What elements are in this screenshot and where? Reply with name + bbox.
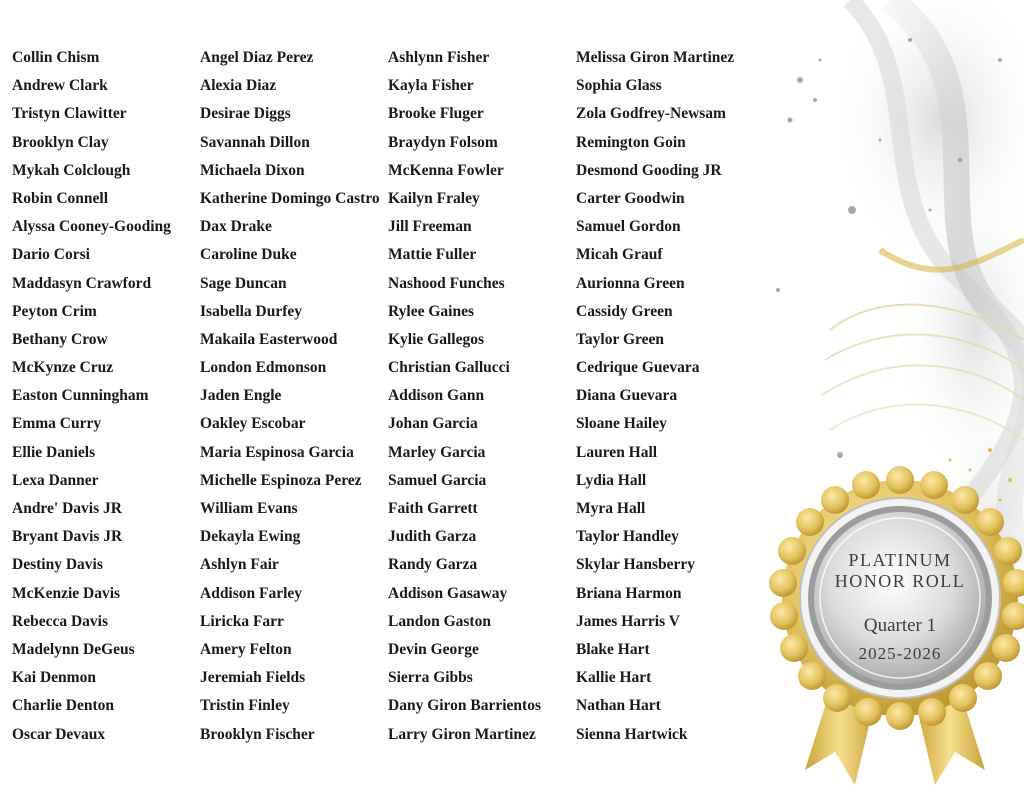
seal-title-line-2: HONOR ROLL <box>834 571 966 591</box>
student-name: Addison Gann <box>388 387 485 405</box>
student-name: Braydyn Folsom <box>388 133 498 151</box>
student-name: Collin Chism <box>12 49 100 66</box>
student-name: Robin Connell <box>12 189 109 207</box>
student-name: Ellie Daniels <box>12 443 96 461</box>
student-name: Alexia Diaz <box>200 77 277 95</box>
student-name: Easton Cunningham <box>12 387 149 405</box>
student-name: Blake Hart <box>576 640 650 658</box>
student-name: Destiny Davis <box>12 556 103 574</box>
student-name: Marley Garcia <box>388 443 486 461</box>
student-name: Faith Garrett <box>388 500 478 517</box>
student-name: McKenna Fowler <box>388 161 504 179</box>
student-name: Landon Gaston <box>388 612 491 630</box>
student-name: Melissa Giron Martinez <box>576 49 735 66</box>
student-name: London Edmonson <box>200 359 327 377</box>
student-name: Sienna Hartwick <box>576 725 688 743</box>
student-name: Desirae Diggs <box>200 105 291 123</box>
student-name: Jeremiah Fields <box>200 669 306 687</box>
student-name: Diana Guevara <box>576 387 678 405</box>
student-name: Brooklyn Fischer <box>200 725 315 743</box>
student-name: Christian Gallucci <box>388 359 510 377</box>
name-column-4 <box>576 44 776 749</box>
student-name: Lauren Hall <box>576 443 658 461</box>
student-name: Tristyn Clawitter <box>12 105 127 123</box>
student-name: Lexa Danner <box>12 471 99 489</box>
student-name: Carter Goodwin <box>576 189 685 207</box>
student-name: Madelynn DeGeus <box>12 640 135 658</box>
student-name: Katherine Domingo Castro <box>200 189 380 207</box>
student-name: Maddasyn Crawford <box>12 274 152 292</box>
student-name: Lydia Hall <box>576 471 647 489</box>
student-name: Mattie Fuller <box>388 246 477 264</box>
student-name: Johan Garcia <box>388 415 478 433</box>
student-name: Desmond Gooding JR <box>576 161 722 179</box>
student-name: Rylee Gaines <box>388 302 474 320</box>
student-name: Micah Grauf <box>576 246 663 264</box>
student-name: Bethany Crow <box>12 330 108 348</box>
student-name: Kai Denmon <box>12 669 96 687</box>
student-name: Charlie Denton <box>12 697 115 715</box>
student-name: Sophia Glass <box>576 77 662 95</box>
student-name: Sierra Gibbs <box>388 669 473 687</box>
student-name: Andrew Clark <box>12 77 108 95</box>
student-name: Kylie Gallegos <box>388 330 485 348</box>
student-name: Bryant Davis JR <box>12 528 123 546</box>
silver-medallion-icon <box>800 498 1000 698</box>
student-name: Cassidy Green <box>576 302 673 320</box>
student-name: Devin George <box>388 640 479 658</box>
silver-glitter-decoration-icon <box>760 0 1024 791</box>
student-name: Oakley Escobar <box>200 415 306 433</box>
student-name: Kallie Hart <box>576 669 652 687</box>
student-name: Mykah Colclough <box>12 161 131 179</box>
student-name: Dario Corsi <box>12 246 90 264</box>
student-name: Amery Felton <box>200 640 292 658</box>
student-name: Peyton Crim <box>12 302 97 320</box>
student-name: Cedrique Guevara <box>576 359 700 377</box>
name-column-2 <box>200 44 388 749</box>
student-name: Dany Giron Barrientos <box>388 697 541 715</box>
student-name: Savannah Dillon <box>200 133 310 151</box>
seal-quarter: Quarter 1 <box>863 615 937 636</box>
name-column-1 <box>12 44 200 749</box>
student-name: Maria Espinosa Garcia <box>200 443 354 461</box>
student-name: Caroline Duke <box>200 246 297 264</box>
student-name-list <box>12 44 776 749</box>
student-name: Makaila Easterwood <box>200 330 338 348</box>
student-name: Randy Garza <box>388 556 478 574</box>
student-name: McKenzie Davis <box>12 584 121 602</box>
student-name: Skylar Hansberry <box>576 556 695 574</box>
student-name: Jill Freeman <box>388 218 472 236</box>
student-name: Ashlyn Fair <box>200 556 279 574</box>
student-name: Dax Drake <box>200 218 272 236</box>
seal-title-line-1: PLATINUM <box>848 550 952 570</box>
student-name: James Harris V <box>576 612 680 630</box>
student-name: Aurionna Green <box>576 274 685 292</box>
student-name: Andre' Davis JR <box>12 500 122 517</box>
student-name: Brooke Fluger <box>388 105 484 123</box>
student-name: Brooklyn Clay <box>12 133 109 151</box>
student-name: Alyssa Cooney-Gooding <box>12 218 171 236</box>
student-name: Liricka Farr <box>200 612 284 630</box>
student-name: Zola Godfrey-Newsam <box>576 105 726 123</box>
student-name: Angel Diaz Perez <box>200 49 314 66</box>
student-name: Samuel Garcia <box>388 471 487 489</box>
student-name: Isabella Durfey <box>200 302 303 320</box>
student-name: Addison Gasaway <box>388 584 508 602</box>
student-name: Sage Duncan <box>200 274 287 292</box>
name-column-3 <box>388 44 576 749</box>
student-name: Kayla Fisher <box>388 77 474 95</box>
student-name: Larry Giron Martinez <box>388 725 536 743</box>
student-name: Tristin Finley <box>200 697 290 715</box>
student-name: McKynze Cruz <box>12 359 114 377</box>
student-name: Sloane Hailey <box>576 415 667 433</box>
student-name: Briana Harmon <box>576 584 682 602</box>
student-name: Nashood Funches <box>388 274 505 292</box>
student-name: Michelle Espinoza Perez <box>200 471 362 489</box>
student-name: Remington Goin <box>576 133 686 151</box>
student-name: Nathan Hart <box>576 697 661 715</box>
student-name: Michaela Dixon <box>200 161 305 179</box>
student-name: Taylor Green <box>576 330 664 348</box>
student-name: Oscar Devaux <box>12 725 106 743</box>
student-name: Rebecca Davis <box>12 612 108 630</box>
student-name: Kailyn Fraley <box>388 189 480 207</box>
seal-year: 2025-2026 <box>858 644 942 663</box>
student-name: Samuel Gordon <box>576 218 681 236</box>
student-name: Dekayla Ewing <box>200 528 301 546</box>
student-name: Jaden Engle <box>200 387 282 405</box>
student-name: William Evans <box>200 500 298 517</box>
student-name: Judith Garza <box>388 528 477 546</box>
student-name: Emma Curry <box>12 415 102 433</box>
student-name: Myra Hall <box>576 500 646 517</box>
student-name: Ashlynn Fisher <box>388 49 490 66</box>
student-name: Taylor Handley <box>576 528 679 546</box>
student-name: Addison Farley <box>200 584 303 602</box>
